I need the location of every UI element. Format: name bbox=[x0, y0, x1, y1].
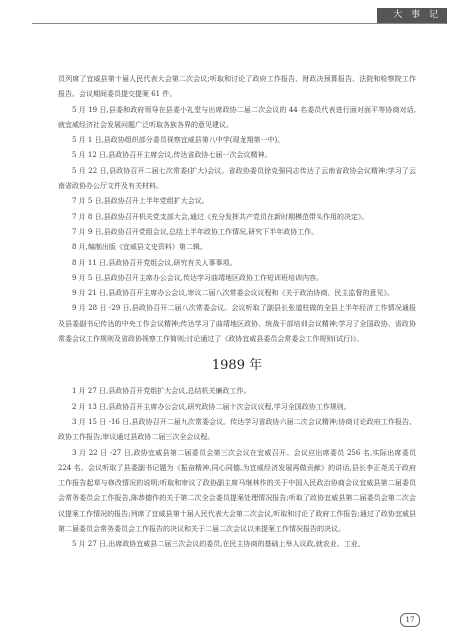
paragraph: 5 月 12 日,县政协召开主席会议,传达省政协七届一次会议精神。 bbox=[72, 151, 272, 160]
paragraph: 2 月 13 日,县政协召开主席办公会议,研究政协二届十次会议议程,学习全国政协工作规则。 bbox=[72, 402, 351, 411]
section-header-tag bbox=[377, 8, 447, 23]
paragraph: 7 月 8 日,县政协召开机关党支部大会,通过《充分发挥共产党员在新时期模范带头作用的决定》。 bbox=[72, 212, 369, 221]
header-rule bbox=[32, 23, 447, 24]
paragraph: 9 月 5 日,县政协召开主席办公会议,传达学习曲靖地区政协工作短训班培训内容。 bbox=[72, 273, 324, 282]
page-number: 17 bbox=[400, 613, 420, 627]
paragraph: 5 月 22 日,县政协召开二届七次常委(扩大)会议。省政协委员徐克强同志传达了云南省政协会议精神;学习了云南省政协办公厅文件及有关材料。 bbox=[58, 166, 416, 191]
paragraph: 7 月 9 日,县政协召开党组会议,总结上半年政协工作情况,研究下半年政协工作。 bbox=[72, 227, 319, 236]
paragraph: 9 月 28 日 -29 日,县政协召开二届八次常委会议。会议听取了副县长张道柱做的全县上半年经济工作情况通报及县委副书记传达的中央工作会议精神;传达学习了曲靖地区政协、统战干部培训会议精神;学习了全国政协、省政协常委会议工作规则及省政协视察工作简则;讨论通过了《政协宜威县委员会常委会工作规则(试行)》。 bbox=[58, 304, 416, 344]
paragraph: 8 月,编制出版《宜威县文史资料》第二辑。 bbox=[72, 243, 207, 252]
paragraph: 5 月 27 日,出席政协宜威县二届三次会议的委员,在民主协商的基础上举人议政,就农业、工业、 bbox=[72, 540, 365, 549]
paragraph: 9 月 21 日,县政协召开主席办公会议,审议二届八次常委会议议程和《关于政治协商、民主监督的意见》。 bbox=[72, 289, 394, 298]
section-title: 大 事 记 bbox=[393, 10, 441, 20]
paragraph: 8 月 11 日,县政协召开党组会议,研究有关人事事项。 bbox=[72, 258, 237, 267]
paragraph: 5 月 19 日,县委和政府领导在县委小礼堂与出席政协二届二次会议的 44 名委员代表进行面对面平等协商对话,就宜威经济社会发展问题广泛听取各族各界的意见建议。 bbox=[58, 105, 416, 129]
year-heading: 1989 年 bbox=[211, 358, 263, 374]
paragraph: 5 月 1 日,县政协组织部分委员视察宜威县第八中学(现龙翔第一中)。 bbox=[72, 136, 285, 145]
paragraph: 1 月 27 日,县政协召开党组扩大会议,总结机关廉政工作。 bbox=[72, 387, 251, 396]
paragraph: 7 月 5 日,县政协召开上半年党组扩大会议。 bbox=[72, 197, 209, 206]
paragraph: 3 月 15 日 -16 日,县政协召开二届九次常委会议。传达学习省政协六届二次会议精神;协商讨论政府工作报告、政协工作报告;审议通过县政协二届三次全会议程。 bbox=[58, 417, 416, 442]
page-content bbox=[58, 72, 416, 553]
paragraph: 员列席了宜威县第十届人民代表大会第二次会议;听取和讨论了政府工作报告、财政决预算报告、法院和检察院工作报告。会议期间委员提交提案 61 件。 bbox=[58, 75, 416, 99]
paragraph: 3 月 22 日 -27 日,政协宜威县第二届委员会第三次会议在宜威召开。会议应出席委员 256 名,实际出席委员 224 名。会议听取了县委副书记题为《振奋精神,同心同德,为宜威经济发展再做贡献》的讲话,县长李正尧关于政府工作报告起草与修改情况的说明;听取和审议了政协副主席马继林作的关于中国人民政治协商会议宜威县第二届委员会常务委员会工作报告,陈恭德作的关于第二次全会委员提案处理情况报告;听取了政协宜威县第二届委员会第二次会议提案工作情况的报告;列席了宜威县第十届人民代表大会第二次会议,听取和讨论了政府工作报告;通过了政协宜威县第二届委员会常务委员会工作报告的决议和关于二届二次会议以来提案工作情况报告的决议。 bbox=[58, 448, 416, 534]
